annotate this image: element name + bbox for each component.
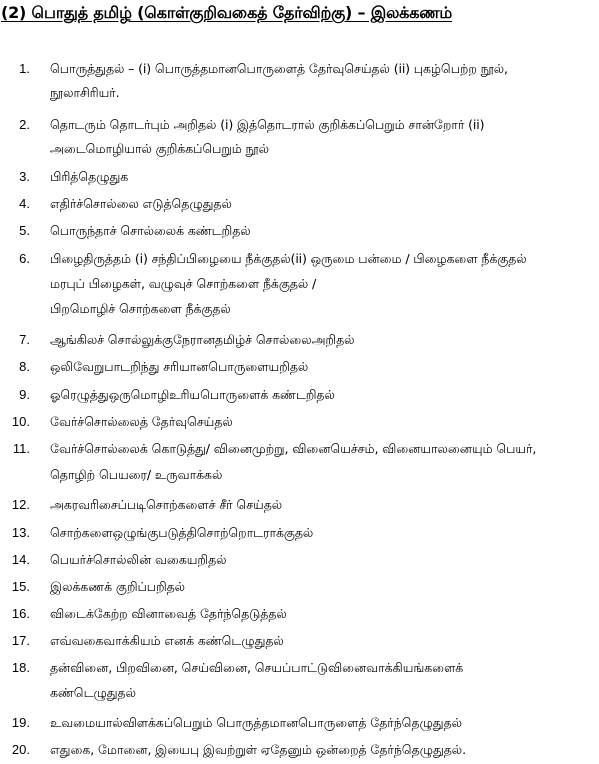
item-text-line: விடைக்கேற்ற வினாவைத் தேர்ந்தெடுத்தல் (50, 606, 287, 621)
item-number: 13. (11, 525, 30, 540)
item-text-line: பிறமொழிச் சொற்களை நீக்குதல் (50, 301, 231, 316)
item-text-line: இலக்கணக் குறிப்பறிதல் (50, 579, 185, 594)
item-text-line: பொருத்துதல் – (i) பொருத்தமானபொருளைத் தேர்வுசெய்தல் (ii) புகழ்பெற்ற நூல், (50, 61, 508, 76)
item-text-line: கண்டெழுதுதல் (50, 685, 136, 700)
item-text-line: பிழைதிருத்தம் (i) சந்திப்பிழையை நீக்குதல்(ii) ஒருமை பன்மை / பிழைகளை நீக்குதல் (50, 251, 527, 266)
item-number: 2. (19, 117, 30, 132)
item-text-line: எதுகை, மோனை, இயைபு இவற்றுள் ஏதேனும் ஒன்றைத் தேர்ந்தெழுதுதல். (50, 742, 466, 757)
item-text-line: வேர்ச்சொல்லைக் கொடுத்து/ வினைமுற்று, வினையெச்சம், வினையாலனையும் பெயர், (50, 441, 537, 456)
item-text-line: எதிர்ச்சொல்லை எடுத்தெழுதுதல் (50, 196, 232, 211)
item-text-line: ஒலிவேறுபாடறிந்து சரியானபொருளையறிதல் (50, 359, 309, 374)
item-number: 10. (11, 414, 30, 429)
item-number: 9. (19, 387, 30, 402)
item-text-line: தொழிற் பெயரை/ உருவாக்கல் (50, 467, 223, 482)
item-text-line: தன்வினை, பிறவினை, செய்வினை, செயப்பாட்டுவினைவாக்கியங்களைக் (50, 660, 464, 675)
item-number: 8. (19, 359, 30, 374)
item-number: 18. (11, 660, 30, 675)
item-text-line: மரபுப் பிழைகள், வழுவுச் சொற்களை நீக்குதல் / (50, 276, 317, 291)
document-heading: (2) பொதுத் தமிழ் (கொள்குறிவகைத் தேர்விற்கு) – இலக்கணம் (1, 3, 453, 22)
item-number: 14. (11, 552, 30, 567)
item-number: 17. (11, 633, 30, 648)
item-text-line: பிரித்தெழுதுக (50, 169, 129, 184)
item-number: 1. (19, 61, 30, 76)
item-number: 20. (11, 742, 30, 757)
item-number: 12. (11, 497, 30, 512)
item-text-line: தொடரும் தொடர்பும் அறிதல் (i) இத்தொடரால் குறிக்கப்பெறும் சான்றோர் (ii) (50, 117, 485, 132)
item-number: 4. (19, 196, 30, 211)
item-text-line: நூலாசிரியர். (50, 85, 120, 100)
item-text-line: பொருந்தாச் சொல்லைக் கண்டறிதல் (50, 223, 251, 238)
item-number: 15. (11, 579, 30, 594)
item-number: 7. (19, 332, 30, 347)
item-text-line: வேர்ச்சொல்லைத் தேர்வுசெய்தல் (50, 414, 233, 429)
item-text-line: ஆங்கிலச் சொல்லுக்குநேரானதமிழ்ச் சொல்லைஅறிதல் (50, 332, 355, 347)
item-number: 6. (19, 251, 30, 266)
item-text-line: அகரவரிசைப்படிசொற்களைச் சீர் செய்தல் (50, 497, 283, 512)
item-number: 16. (11, 606, 30, 621)
item-number: 5. (19, 223, 30, 238)
item-text-line: எவ்வகைவாக்கியம் எனக் கண்டெழுதுதல் (50, 633, 284, 648)
item-text-line: ஓரெழுத்துஒருமொழிஉரியபொருளைக் கண்டறிதல் (50, 387, 335, 402)
item-number: 11. (12, 441, 30, 456)
item-number: 3. (19, 169, 30, 184)
item-text-line: பெயர்ச்சொல்லின் வகையறிதல் (50, 552, 227, 567)
item-text-line: உவமையால்விளக்கப்பெறும் பொருத்தமானபொருளைத் தேர்ந்தெழுதுதல் (50, 715, 462, 730)
item-text-line: சொற்களைஒழுங்குபடுத்திசொற்றொடராக்குதல் (50, 525, 314, 540)
item-text-line: அடைமொழியால் குறிக்கப்பெறும் நூல் (50, 141, 269, 156)
item-number: 19. (11, 715, 30, 730)
